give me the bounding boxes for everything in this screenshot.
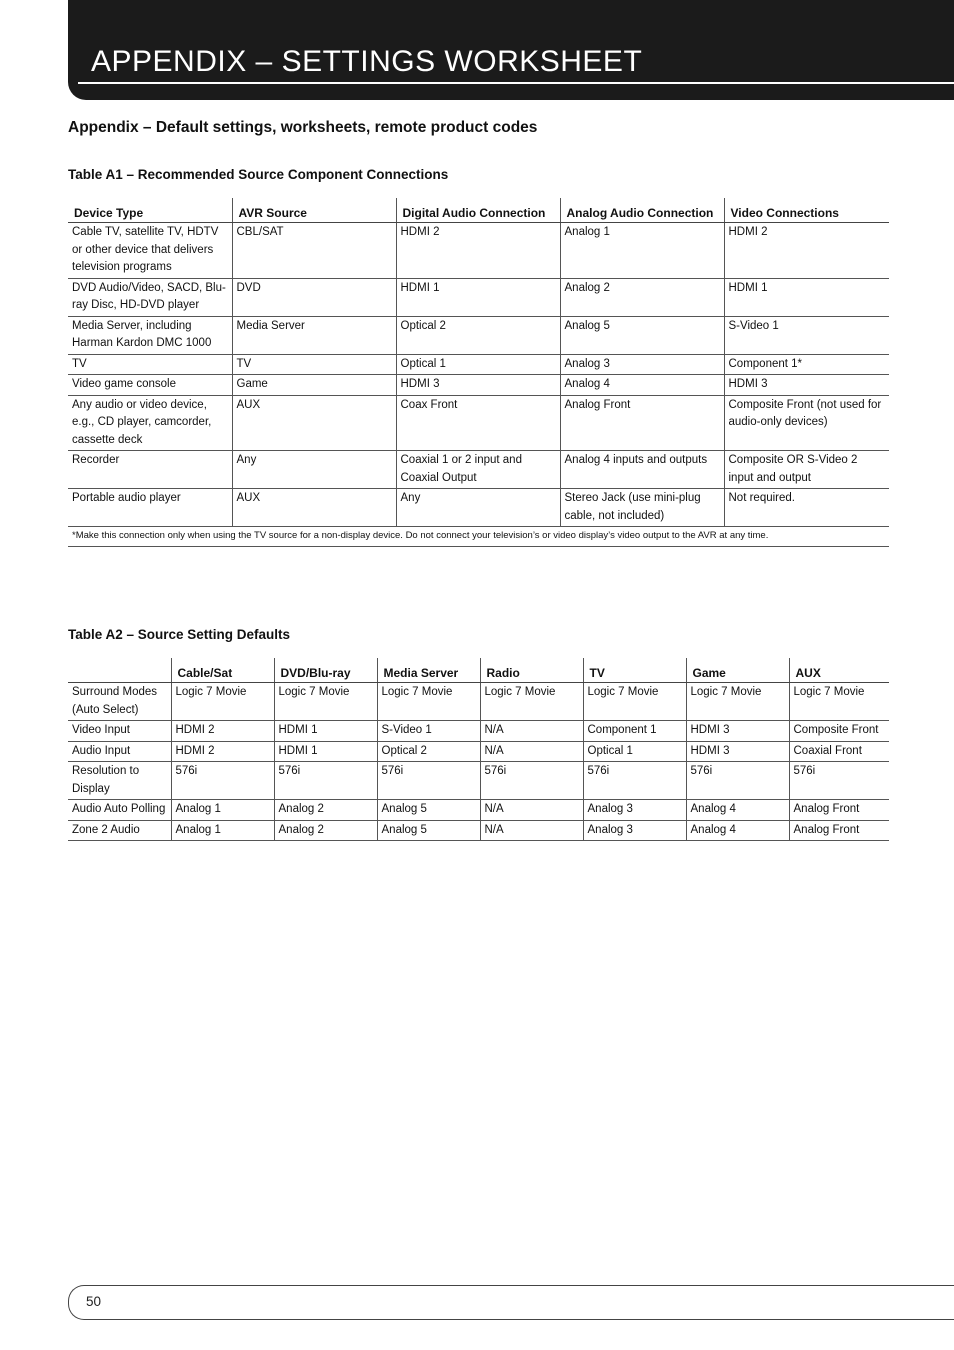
table-cell: Analog 2 [274, 800, 377, 821]
table-cell: Logic 7 Movie [480, 683, 583, 721]
table-cell: DVD Audio/Video, SACD, Blu-ray Disc, HD-DVD player [68, 278, 232, 316]
table-cell: HDMI 2 [171, 721, 274, 742]
row-label: Audio Input [68, 741, 171, 762]
table-cell: Analog 4 inputs and outputs [560, 451, 724, 489]
table-a2-caption: Table A2 – Source Setting Defaults [68, 627, 291, 642]
table-cell: AUX [232, 395, 396, 451]
table-cell: Analog 4 [686, 820, 789, 841]
table-cell: HDMI 2 [396, 223, 560, 279]
table-cell: Analog 4 [686, 800, 789, 821]
page-number: 50 [86, 1294, 102, 1309]
column-header: AVR Source [232, 198, 396, 223]
table-cell: N/A [480, 800, 583, 821]
row-label: Resolution to Display [68, 762, 171, 800]
column-header: DVD/Blu-ray [274, 658, 377, 683]
table-cell: Component 1* [724, 354, 889, 375]
table-cell: Any audio or video device, e.g., CD player, camcorder, cassette deck [68, 395, 232, 451]
table-row [68, 762, 889, 800]
table-cell: Video game console [68, 375, 232, 396]
table-cell: N/A [480, 721, 583, 742]
table-row [68, 683, 889, 721]
row-label: Video Input [68, 721, 171, 742]
column-header: Media Server [377, 658, 480, 683]
table-cell: 576i [789, 762, 889, 800]
table-cell: N/A [480, 820, 583, 841]
table-cell: Stereo Jack (use mini-plug cable, not included) [560, 489, 724, 527]
table-cell: Analog Front [789, 800, 889, 821]
table-cell: Logic 7 Movie [171, 683, 274, 721]
table-cell: Coax Front [396, 395, 560, 451]
table-cell: S-Video 1 [724, 316, 889, 354]
table-a1-caption: Table A1 – Recommended Source Component Connections [68, 167, 449, 182]
table-a2-header-row [68, 658, 889, 683]
table-row [68, 489, 889, 527]
table-row [68, 354, 889, 375]
column-header: Digital Audio Connection [396, 198, 560, 223]
table-cell: AUX [232, 489, 396, 527]
table-cell: HDMI 3 [686, 741, 789, 762]
table-cell: Composite OR S-Video 2 input and output [724, 451, 889, 489]
column-header: AUX [789, 658, 889, 683]
table-cell: Analog 1 [560, 223, 724, 279]
table-footnote: *Make this connection only when using the TV source for a non-display device. Do not connect your television’s or video display’s video output to the AVR at any time. [68, 527, 889, 547]
table-a1-header-row [68, 198, 889, 223]
table-a1 [68, 198, 889, 547]
table-cell: Composite Front [789, 721, 889, 742]
table-cell: CBL/SAT [232, 223, 396, 279]
table-row [68, 721, 889, 742]
header-rule [78, 82, 954, 84]
table-row [68, 820, 889, 841]
table-row [68, 223, 889, 279]
table-cell: 576i [480, 762, 583, 800]
table-cell: N/A [480, 741, 583, 762]
column-header-empty [68, 658, 171, 683]
column-header: Game [686, 658, 789, 683]
table-cell: Not required. [724, 489, 889, 527]
table-cell: Analog 3 [583, 800, 686, 821]
table-cell: HDMI 1 [274, 741, 377, 762]
table-cell: 576i [583, 762, 686, 800]
table-cell: Analog Front [789, 820, 889, 841]
table-cell: Any [396, 489, 560, 527]
table-cell: Logic 7 Movie [686, 683, 789, 721]
row-label: Surround Modes (Auto Select) [68, 683, 171, 721]
table-cell: Analog 5 [377, 800, 480, 821]
table-cell: Analog 5 [560, 316, 724, 354]
table-a2 [68, 658, 889, 841]
table-cell: Analog 3 [583, 820, 686, 841]
section-heading: Appendix – Default settings, worksheets, remote product codes [68, 119, 538, 136]
table-cell: Analog 2 [274, 820, 377, 841]
table-cell: Media Server, including Harman Kardon DMC 1000 [68, 316, 232, 354]
table-cell: Optical 2 [377, 741, 480, 762]
table-row [68, 375, 889, 396]
table-row [68, 278, 889, 316]
table-cell: Optical 2 [396, 316, 560, 354]
table-cell: Logic 7 Movie [789, 683, 889, 721]
table-cell: Analog 1 [171, 820, 274, 841]
table-cell: Optical 1 [583, 741, 686, 762]
table-cell: Media Server [232, 316, 396, 354]
table-cell: Logic 7 Movie [377, 683, 480, 721]
table-cell: Portable audio player [68, 489, 232, 527]
table-cell: HDMI 3 [396, 375, 560, 396]
table-cell: Cable TV, satellite TV, HDTV or other device that delivers television programs [68, 223, 232, 279]
table-cell: Analog 4 [560, 375, 724, 396]
table-footnote-row [68, 527, 889, 547]
table-cell: HDMI 2 [724, 223, 889, 279]
table-row [68, 741, 889, 762]
table-cell: S-Video 1 [377, 721, 480, 742]
column-header: Analog Audio Connection [560, 198, 724, 223]
table-cell: Component 1 [583, 721, 686, 742]
table-row [68, 316, 889, 354]
table-cell: Optical 1 [396, 354, 560, 375]
column-header: Radio [480, 658, 583, 683]
column-header: Cable/Sat [171, 658, 274, 683]
table-cell: Analog 1 [171, 800, 274, 821]
table-cell: HDMI 1 [274, 721, 377, 742]
table-cell: TV [232, 354, 396, 375]
page-title: APPENDIX – SETTINGS WORKSHEET [91, 45, 643, 78]
table-cell: 576i [274, 762, 377, 800]
row-label: Zone 2 Audio [68, 820, 171, 841]
table-cell: HDMI 1 [396, 278, 560, 316]
table-cell: Coaxial Front [789, 741, 889, 762]
footer-frame [68, 1285, 954, 1320]
table-cell: 576i [686, 762, 789, 800]
table-cell: Recorder [68, 451, 232, 489]
table-cell: Analog 3 [560, 354, 724, 375]
table-row [68, 800, 889, 821]
column-header: TV [583, 658, 686, 683]
table-cell: HDMI 2 [171, 741, 274, 762]
table-cell: Any [232, 451, 396, 489]
table-cell: 576i [377, 762, 480, 800]
table-cell: Game [232, 375, 396, 396]
column-header: Video Connections [724, 198, 889, 223]
table-cell: Logic 7 Movie [274, 683, 377, 721]
table-cell: TV [68, 354, 232, 375]
table-cell: Analog 5 [377, 820, 480, 841]
table-row [68, 451, 889, 489]
table-row [68, 395, 889, 451]
table-cell: HDMI 3 [686, 721, 789, 742]
table-cell: Coaxial 1 or 2 input and Coaxial Output [396, 451, 560, 489]
table-cell: Logic 7 Movie [583, 683, 686, 721]
table-cell: HDMI 3 [724, 375, 889, 396]
table-cell: HDMI 1 [724, 278, 889, 316]
table-cell: Analog Front [560, 395, 724, 451]
table-cell: Composite Front (not used for audio-only devices) [724, 395, 889, 451]
column-header: Device Type [68, 198, 232, 223]
table-cell: Analog 2 [560, 278, 724, 316]
row-label: Audio Auto Polling [68, 800, 171, 821]
table-cell: 576i [171, 762, 274, 800]
table-cell: DVD [232, 278, 396, 316]
